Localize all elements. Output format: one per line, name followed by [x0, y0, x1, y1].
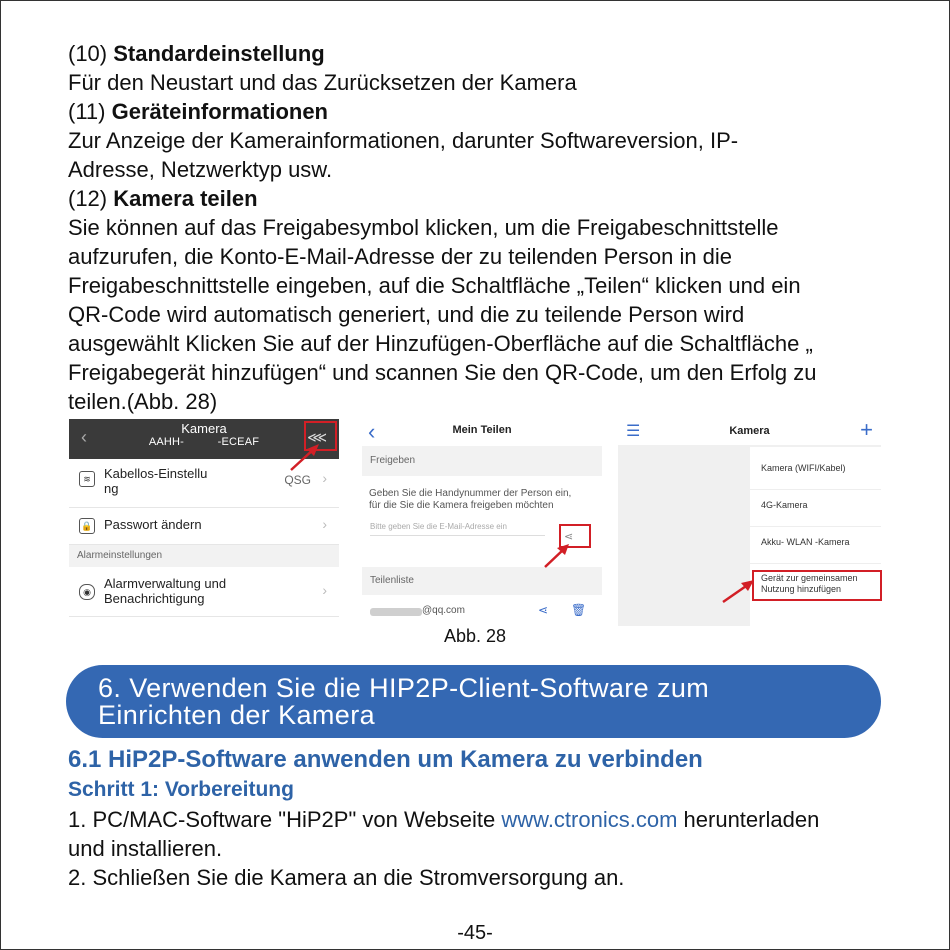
menu-item-4g-camera[interactable]: 4G-Kamera — [761, 500, 808, 510]
chapter-title-line: Einrichten der Kamera — [98, 700, 376, 730]
header-subtitle: AAHH- -ECEAF — [148, 436, 260, 448]
screen-title: Kamera — [729, 425, 770, 437]
section-10-body: Für den Neustart und das Zurücksetzen der Kamera — [68, 70, 577, 95]
section-12-line: QR-Code wird automatisch generiert, und die zu teilende Person wird — [68, 302, 745, 327]
menu-icon[interactable]: ☰ — [626, 423, 641, 440]
header-title: Kamera — [181, 421, 227, 436]
lock-icon: 🔒 — [79, 518, 95, 534]
menu-item-camera-wifi[interactable]: Kamera (WIFI/Kabel) — [761, 463, 846, 473]
chapter-banner — [66, 665, 881, 738]
row-wireless[interactable]: ≋ Kabellos-Einstellu ng QSG › — [69, 459, 339, 508]
share-icon[interactable]: ⋖ — [538, 603, 549, 617]
section-12-heading: (12) Kamera teilen — [68, 186, 258, 211]
website-link[interactable]: www.ctronics.com — [501, 807, 678, 832]
step-item-2: 2. Schließen Sie die Kamera an die Stromversorgung an. — [68, 865, 625, 890]
section-12-line: Freigabegerät hinzufügen“ und scannen Sie den QR-Code, um den Erfolg zu — [68, 360, 817, 385]
screen-title: Mein Teilen — [452, 424, 512, 436]
figure-caption: Abb. 28 — [443, 626, 507, 646]
section-12-line: aufzurufen, die Konto-E-Mail-Adresse der zu teilenden Person in die — [68, 244, 733, 269]
chevron-right-icon: › — [322, 582, 327, 598]
section-10-heading: (10) Standardeinstellung — [68, 41, 325, 66]
step-item-1: 1. PC/MAC-Software "HiP2P" von Webseite www.ctronics.com herunterladen — [68, 807, 820, 832]
chapter-title-line: 6. Verwenden Sie die HIP2P-Client-Software zum — [98, 673, 710, 703]
chevron-right-icon: › — [322, 516, 327, 532]
section-alarm: Alarmeinstellungen — [69, 545, 339, 567]
section-11-body-line: Zur Anzeige der Kamerainformationen, darunter Softwareversion, IP- — [68, 128, 739, 153]
menu-item-battery-camera[interactable]: Akku- WLAN -Kamera — [761, 537, 850, 547]
section-share-list: Teilenliste — [362, 567, 602, 595]
arrow-icon — [540, 540, 575, 570]
blurred-email — [370, 608, 422, 616]
section-12-line: Freigabeschnittstelle eingeben, auf die Schaltfläche „Teilen“ klicken und ein — [68, 273, 801, 298]
app-header — [618, 419, 881, 445]
section-share: Freigeben — [362, 446, 602, 476]
back-icon[interactable]: ‹ — [368, 419, 376, 444]
highlight-box — [752, 570, 882, 601]
section-12-line: ausgewählt Klicken Sie auf der Hinzufügen-Oberfläche auf die Schaltfläche „ — [68, 331, 813, 356]
arrow-icon — [718, 576, 758, 606]
trash-icon[interactable]: 🗑 — [571, 603, 587, 617]
share-icon[interactable]: ⋘ — [307, 429, 327, 445]
step-item-1-cont: und installieren. — [68, 836, 223, 861]
page-number: -45- — [457, 922, 493, 944]
section-12-line: teilen.(Abb. 28) — [68, 389, 218, 414]
section-12-line: Sie können auf das Freigabesymbol klicken, um die Freigabeschnittstelle — [68, 215, 779, 240]
step-heading: Schritt 1: Vorbereitung — [68, 778, 294, 801]
section-6-1-heading: 6.1 HiP2P-Software anwenden um Kamera zu verbinden — [68, 746, 703, 773]
chevron-right-icon: › — [322, 470, 327, 486]
menu-item-add-shared-device[interactable]: Gerät zur gemeinsamen Nutzung hinzufügen — [761, 573, 858, 594]
share-icon[interactable]: ⋖ — [564, 531, 574, 543]
section-11-body-line: Adresse, Netzwerktyp usw. — [68, 157, 333, 182]
screenshot-my-sharing: ‹ Mein Teilen Freigeben Geben Sie die Handynummer der Person ein, für die Sie die Kamera freigeben möchten Bitte geben Sie die E-Mail-Adresse ein ⋖ Teilenliste @qq.com ⋖ 🗑 — [362, 419, 602, 626]
arrow-icon — [285, 440, 325, 475]
alarm-icon: ◉ — [79, 584, 95, 600]
back-icon[interactable]: ‹ — [81, 427, 87, 447]
row-alarm[interactable]: ◉ Alarmverwaltung und Benachrichtigung › — [69, 568, 339, 617]
row-password[interactable]: 🔒 Passwort ändern › — [69, 508, 339, 545]
email-input[interactable]: Bitte geben Sie die E-Mail-Adresse ein — [370, 522, 545, 536]
wifi-icon: ≋ — [79, 471, 95, 487]
plus-icon[interactable]: + — [860, 419, 873, 442]
section-11-heading: (11) Geräteinformationen — [68, 99, 328, 124]
